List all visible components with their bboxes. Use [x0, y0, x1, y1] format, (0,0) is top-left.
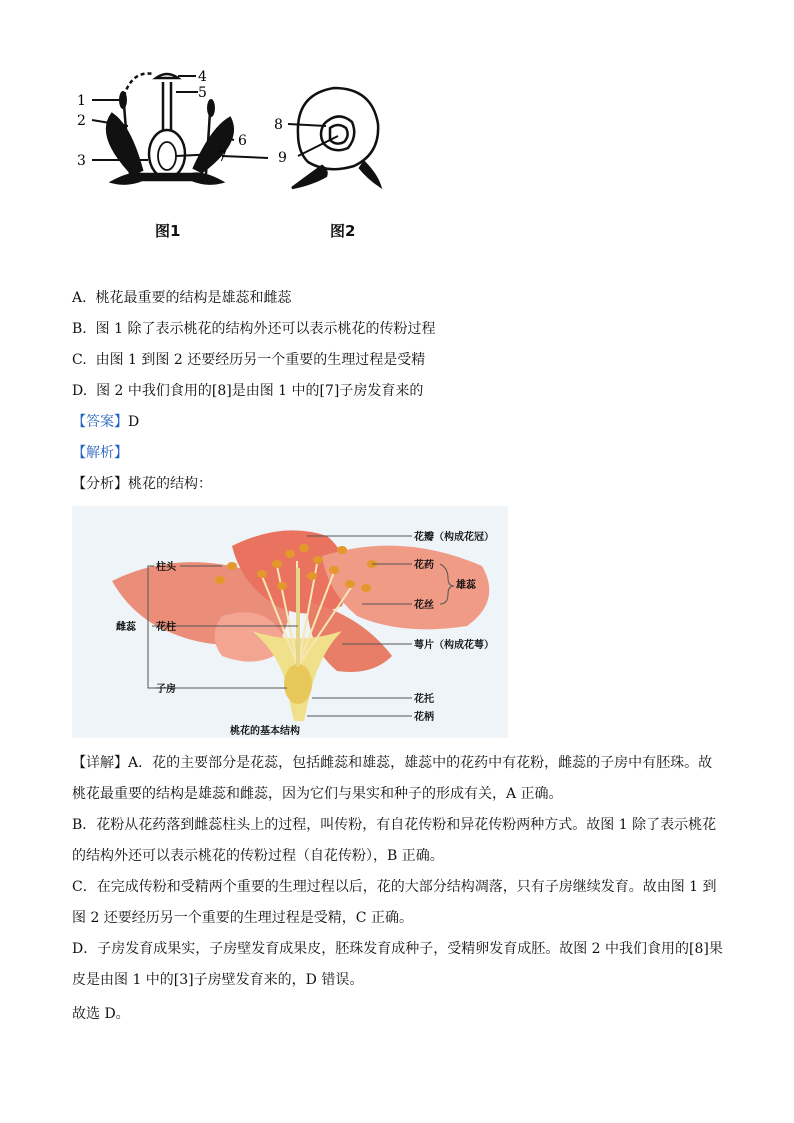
option-b — [72, 318, 435, 338]
fig1-num-3: 3 — [77, 153, 86, 169]
fig1-num-4: 4 — [198, 69, 207, 85]
label-huasi: 花丝 — [414, 600, 434, 611]
detail-a — [72, 748, 724, 810]
option-c — [72, 349, 425, 369]
option-a-text: 桃花最重要的结构是雄蕊和雌蕊 — [95, 290, 292, 306]
option-d — [72, 380, 423, 400]
label-xiongrui: 雄蕊 — [456, 580, 476, 591]
label-huabing: 花柄 — [414, 712, 434, 723]
answer-value: D — [128, 414, 140, 430]
fenxi-line — [72, 473, 212, 493]
figure-2-caption: 图2 — [330, 222, 356, 240]
fig1-num-2: 2 — [77, 113, 86, 129]
label-huayao: 花药 — [414, 560, 434, 571]
detail-b — [72, 810, 724, 872]
fig1-num-5: 5 — [198, 85, 207, 101]
option-a — [72, 287, 291, 307]
label-huatuo: 花托 — [414, 694, 434, 705]
figure-1-diagram — [72, 62, 272, 202]
fenxi-tag: 【分析】 — [72, 476, 128, 492]
fig2-num-8: 8 — [274, 117, 283, 133]
figure-2-diagram — [268, 74, 388, 199]
fig2-num-9: 9 — [278, 150, 287, 166]
detail-b-text: B．花粉从花药落到雌蕊柱头上的过程，叫传粉，有自花传粉和异花传粉两种方式。故图 1 除了表示桃花的结构外还可以表示桃花的传粉过程（自花传粉），B 正确。 — [72, 817, 717, 864]
option-b-text: 图 1 除了表示桃花的结构外还可以表示桃花的传粉过程 — [95, 321, 436, 337]
option-b-letter: B. — [72, 321, 87, 337]
label-zifang: 子房 — [156, 684, 176, 695]
answer-line — [72, 411, 139, 431]
option-d-letter: D. — [72, 383, 88, 399]
option-c-letter: C. — [72, 352, 87, 368]
answer-tag: 【答案】 — [72, 414, 128, 430]
label-zhutou: 柱头 — [156, 562, 176, 573]
fenxi-text: 桃花的结构： — [128, 476, 212, 492]
detail-d-text: D．子房发育成果实，子房壁发育成果皮，胚珠发育成种子，受精卵发育成胚。故图 2 中我们食用的[8]果皮是由图 1 中的[3]子房壁发育来的，D 错误。 — [72, 941, 723, 988]
detail-c-text: C．在完成传粉和受精两个重要的生理过程以后，花的大部分结构凋落，只有子房继续发育。故由图 1 到图 2 还要经历另一个重要的生理过程是受精，C 正确。 — [72, 879, 717, 926]
fig1-num-6: 6 — [238, 133, 247, 149]
label-epian: 萼片（构成花萼） — [414, 640, 494, 651]
option-a-letter: A. — [72, 290, 87, 306]
label-cirui: 雌蕊 — [116, 622, 136, 633]
peach-diagram-title: 桃花的基本结构 — [230, 726, 300, 737]
option-d-text: 图 2 中我们食用的[8]是由图 1 中的[7]子房发育来的 — [96, 383, 424, 399]
fig1-num-7: 7 — [218, 149, 227, 165]
detail-d — [72, 934, 724, 996]
label-huazhu: 花柱 — [156, 622, 176, 633]
detail-c — [72, 872, 724, 934]
fig1-num-1: 1 — [77, 93, 86, 109]
analysis-line — [72, 442, 128, 462]
conclusion: 故选 D。 — [72, 1006, 130, 1022]
figure-1-caption: 图1 — [155, 222, 181, 240]
label-huaban: 花瓣（构成花冠） — [414, 532, 494, 543]
detail-tag: 【详解】 — [72, 755, 128, 771]
option-c-text: 由图 1 到图 2 还要经历另一个重要的生理过程是受精 — [95, 352, 426, 368]
peach-flower-diagram — [72, 506, 522, 738]
analysis-tag: 【解析】 — [72, 445, 128, 461]
detail-a-text: A．花的主要部分是花蕊，包括雌蕊和雄蕊，雄蕊中的花药中有花粉，雌蕊的子房中有胚珠。故桃花最重要的结构是雄蕊和雌蕊，因为它们与果实和种子的形成有关，A 正确。 — [72, 755, 713, 802]
